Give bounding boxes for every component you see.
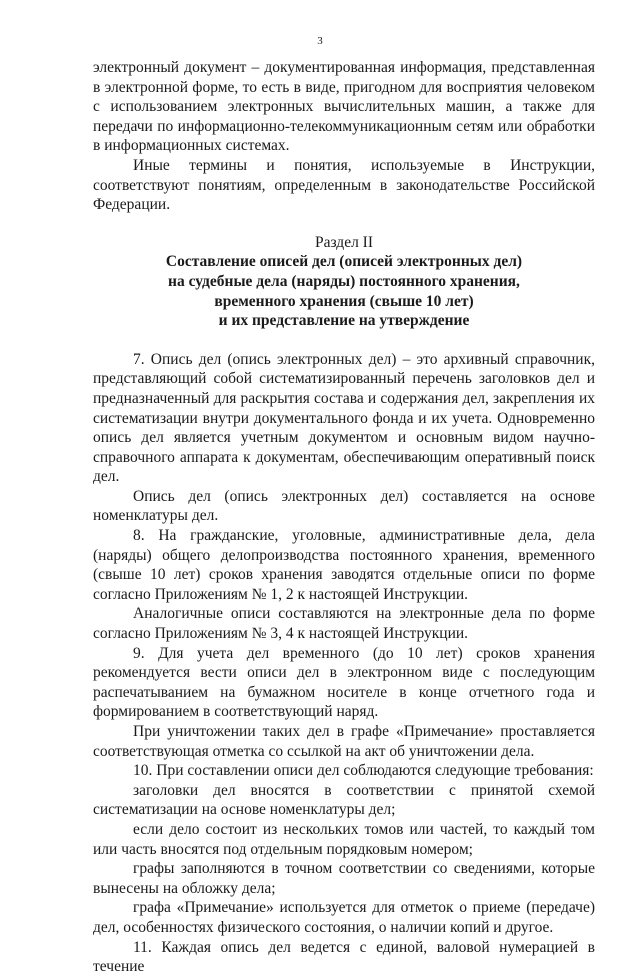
paragraph-other-terms: Иные термины и понятия, используемые в Инструкции, соответствуют понятиям, определенным в законодательстве Российской Федерации. [93,156,595,214]
section-title-line: на судебные дела (наряды) постоянного хранения, [168,272,520,290]
paragraph-definition-electronic-document: электронный документ – документированная информация, представленная в электронной форме, то есть в виде, пригодном для восприятия человеком с использованием электронных вычислительных машин, а также для передачи по информационно-телекоммуникационным сетям или обработки в информационных системах. [93,59,595,155]
paragraph-item-10-volumes: если дело состоит из нескольких томов или частей, то каждый том или часть вносятся под отдельным порядковым номером; [93,820,595,858]
section-title-line: Составление описей дел (описей электронных дел) [165,253,523,271]
section-title-line: временного хранения (свыше 10 лет) [214,292,474,310]
paragraph-item-9-destruction: При уничтожении таких дел в графе «Примечание» проставляется соответствующая отметка со ссылкой на акт об уничтожении дела. [93,723,595,760]
paragraph-item-9: 9. Для учета дел временного (до 10 лет) сроков хранения рекомендуется вести описи дел в электронном виде с последующим распечатыванием на бумажном носителе в конце отчетного года и формированием в соответствующий наряд. [93,644,595,721]
paragraph-item-8: 8. На гражданские, уголовные, административные дела, дела (наряды) общего делопроизводства постоянного хранения, временного (свыше 10 лет) сроков хранения заводятся отдельные описи по форме согласно Приложениям № 1, 2 к настоящей Инструкции. [93,527,595,603]
section-title-line: и их представление на утверждение [218,312,470,330]
document-body [93,58,595,977]
page-number: 3 [317,35,323,47]
paragraph-item-10: 10. При составлении описи дел соблюдаются следующие требования: [133,762,594,780]
paragraph-item-10-headings: заголовки дел вносятся в соответствии с принятой схемой систематизации на основе номенклатуры дел; [93,781,595,819]
paragraph-item-11: 11. Каждая опись дел ведется с единой, валовой нумерацией в течение [93,938,595,976]
paragraph-item-8-electronic: Аналогичные описи составляются на электронные дела по форме согласно Приложениям № 3, 4 к настоящей Инструкции. [93,605,595,643]
paragraph-item-7-nomenclature: Опись дел (опись электронных дел) составляется на основе номенклатуры дел. [93,487,595,525]
paragraph-item-10-columns: графы заполняются в точном соответствии со сведениями, которые вынесены на обложку дела; [93,860,595,897]
section-label: Раздел II [314,233,374,251]
section-title [93,252,595,330]
paragraph-item-7: 7. Опись дел (опись электронных дел) – это архивный справочник, представляющий собой систематизированный перечень заголовков дел и предназначенный для раскрытия состава и содержания дел, закрепления их систематизации внутри документального фонда и их учета. Одновременно опись дел является учетным документом и основным видом научно-справочного аппарата к документам, обеспечивающим оперативный поиск дел. [93,350,595,486]
paragraph-item-10-note-column: графа «Примечание» используется для отметок о приеме (передаче) дел, особенностях физического состояния, о наличии копий и другое. [93,899,595,936]
